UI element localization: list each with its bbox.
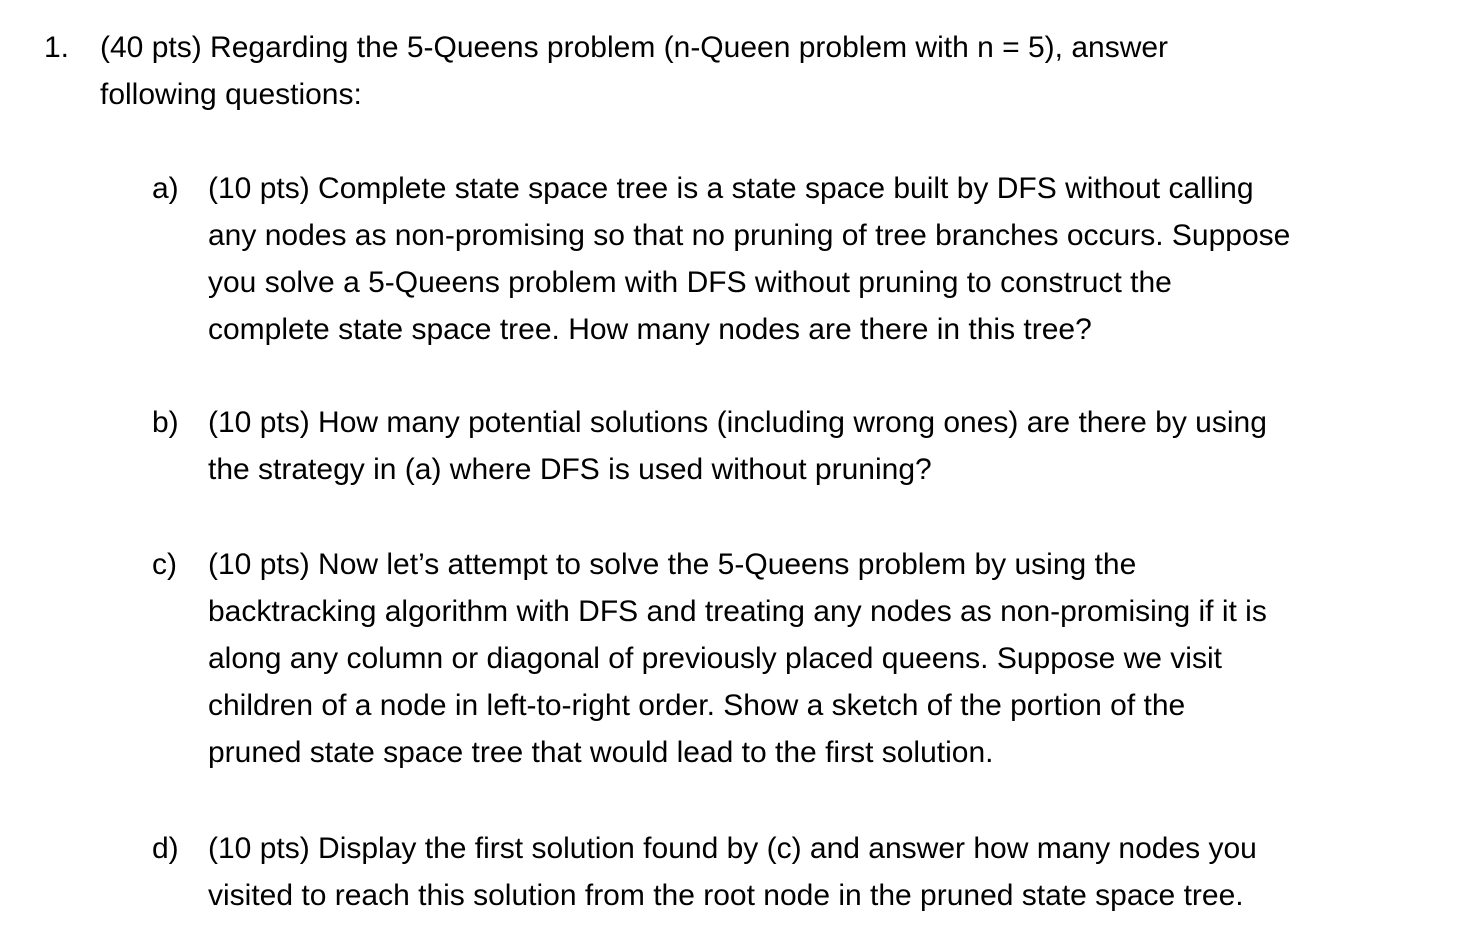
question-1 <box>44 24 1444 118</box>
part-a-line: you solve a 5-Queens problem with DFS without pruning to construct the <box>208 266 1172 299</box>
part-a-line: any nodes as non-promising so that no pruning of tree branches occurs. Suppose <box>208 219 1291 252</box>
part-a-line: (10 pts) Complete state space tree is a state space built by DFS without calling <box>208 172 1254 205</box>
part-c-line: backtracking algorithm with DFS and treating any nodes as non-promising if it is <box>208 595 1267 628</box>
part-c-body <box>208 541 1432 776</box>
part-b-line: (10 pts) How many potential solutions (including wrong ones) are there by using <box>208 406 1267 439</box>
part-a-body <box>208 165 1432 353</box>
question-number: 1. <box>44 31 70 64</box>
part-d-line: visited to reach this solution from the root node in the pruned state space tree. <box>208 879 1244 912</box>
part-c-line: children of a node in left-to-right order. Show a sketch of the portion of the <box>208 689 1186 722</box>
part-d-label: d) <box>152 832 179 865</box>
part-a <box>152 165 1432 353</box>
part-c-line: along any column or diagonal of previously placed queens. Suppose we visit <box>208 642 1222 675</box>
part-a-line: complete state space tree. How many nodes are there in this tree? <box>208 313 1092 346</box>
part-b-line: the strategy in (a) where DFS is used without pruning? <box>208 453 932 486</box>
question-text-line-1: (40 pts) Regarding the 5-Queens problem (n-Queen problem with n = 5), answer <box>100 31 1169 64</box>
question-text-line-2: following questions: <box>100 78 362 111</box>
question-header-line <box>44 24 1444 71</box>
part-c-label: c) <box>152 548 177 581</box>
part-d <box>152 825 1432 919</box>
part-b <box>152 399 1432 493</box>
part-c-line: pruned state space tree that would lead to the first solution. <box>208 736 994 769</box>
part-b-label: b) <box>152 406 179 439</box>
part-b-body <box>208 399 1432 493</box>
part-d-line: (10 pts) Display the first solution found by (c) and answer how many nodes you <box>208 832 1257 865</box>
part-c <box>152 541 1432 776</box>
part-a-label: a) <box>152 172 179 205</box>
part-c-line: (10 pts) Now let’s attempt to solve the 5-Queens problem by using the <box>208 548 1137 581</box>
part-d-body <box>208 825 1432 919</box>
